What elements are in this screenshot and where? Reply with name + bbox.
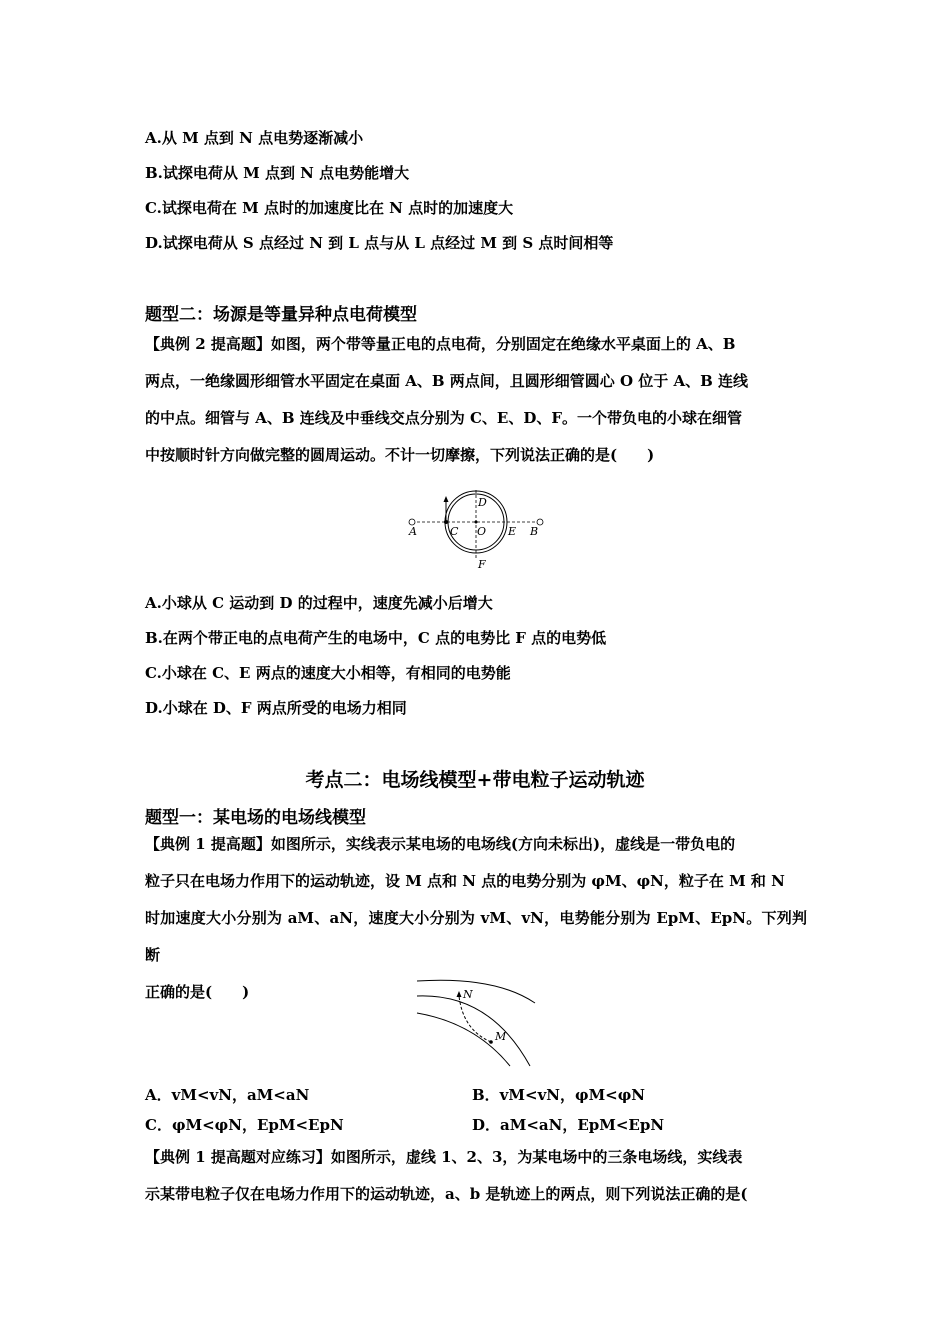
point-m [489,1040,493,1044]
example2-text [145,326,807,474]
example2-option-c: C.小球在 C、E 两点的速度大小相等，有相同的电势能 [145,664,511,682]
example2-line: 中按顺时针方向做完整的圆周运动。不计一切摩擦，下列说法正确的是( ) [145,446,655,464]
example2-option-b: B.在两个带正电的点电荷产生的电场中，C 点的电势比 F 点的电势低 [145,629,607,647]
example1-option-c: C．φM<φN，EpM<EpN [145,1116,344,1134]
circle-tube-figure [400,488,550,570]
example1-line: 正确的是( ) [145,983,250,1001]
example2-option-a: A.小球从 C 运动到 D 的过程中，速度先减小后增大 [145,594,493,612]
ball [444,520,448,524]
label-b: B [530,525,539,538]
type1-heading: 题型一：某电场的电场线模型 [145,808,366,828]
example1-option-b: B．vM<vN，φM<φN [472,1086,646,1104]
center-o [475,521,478,524]
label-e: E [508,525,517,538]
example2-option-d: D.小球在 D、F 两点所受的电场力相同 [145,699,407,717]
option-d-prev: D.试探电荷从 S 点经过 N 到 L 点与从 L 点经过 M 到 S 点时间相等 [145,234,614,252]
field-line-1 [417,980,535,1003]
example1-line: 时加速度大小分别为 aM、aN，速度大小分别为 vM、vN，电势能分别为 EpM、EpN。下列判断 [145,909,807,964]
practice-line: 示某带电粒子仅在电场力作用下的运动轨迹，a、b 是轨迹上的两点，则下列说法正确的是( [145,1185,748,1203]
section2-title: 考点二：电场线模型+带电粒子运动轨迹 [305,769,645,791]
example2-line: 两点，一绝缘圆形细管水平固定在桌面 A、B 两点间，且圆形细管圆心 O 位于 A、B 连线 [145,372,749,390]
example1-line: 粒子只在电场力作用下的运动轨迹，设 M 点和 N 点的电势分别为 φM、φN，粒子在 M 和 N [145,872,785,890]
label-a: A [409,525,417,538]
label-c: C [450,525,459,538]
label-n: N [463,988,473,1001]
type2-heading: 题型二：场源是等量异种点电荷模型 [145,305,417,325]
label-o: O [477,525,487,538]
example1-option-a: A．vM<vN，aM<aN [145,1086,310,1104]
option-b-prev: B.试探电荷从 M 点到 N 点电势能增大 [145,164,410,182]
arrow-head [444,496,449,502]
example1-line: 【典例 1 提高题】如图所示，实线表示某电场的电场线(方向未标出)，虚线是一带负电的 [145,835,736,853]
example2-line: 【典例 2 提高题】如图，两个带等量正电的点电荷，分别固定在绝缘水平桌面上的 A、B [145,335,736,353]
field-lines-figure [415,978,540,1068]
practice-text [145,1139,807,1213]
practice-line: 【典例 1 提高题对应练习】如图所示，虚线 1、2、3，为某电场中的三条电场线，实线表 [145,1148,743,1166]
option-c-prev: C.试探电荷在 M 点时的加速度比在 N 点时的加速度大 [145,199,514,217]
option-a-prev: A.从 M 点到 N 点电势逐渐减小 [145,129,364,147]
example2-line: 的中点。细管与 A、B 连线及中垂线交点分别为 C、E、D、F。一个带负电的小球在细管 [145,409,743,427]
trajectory-arrow [457,991,462,997]
label-f: F [478,558,486,570]
label-m: M [495,1030,507,1043]
label-d: D [478,496,487,509]
field-line-2 [417,996,530,1066]
example1-option-d: D．aM<aN，EpM<EpN [472,1116,665,1134]
